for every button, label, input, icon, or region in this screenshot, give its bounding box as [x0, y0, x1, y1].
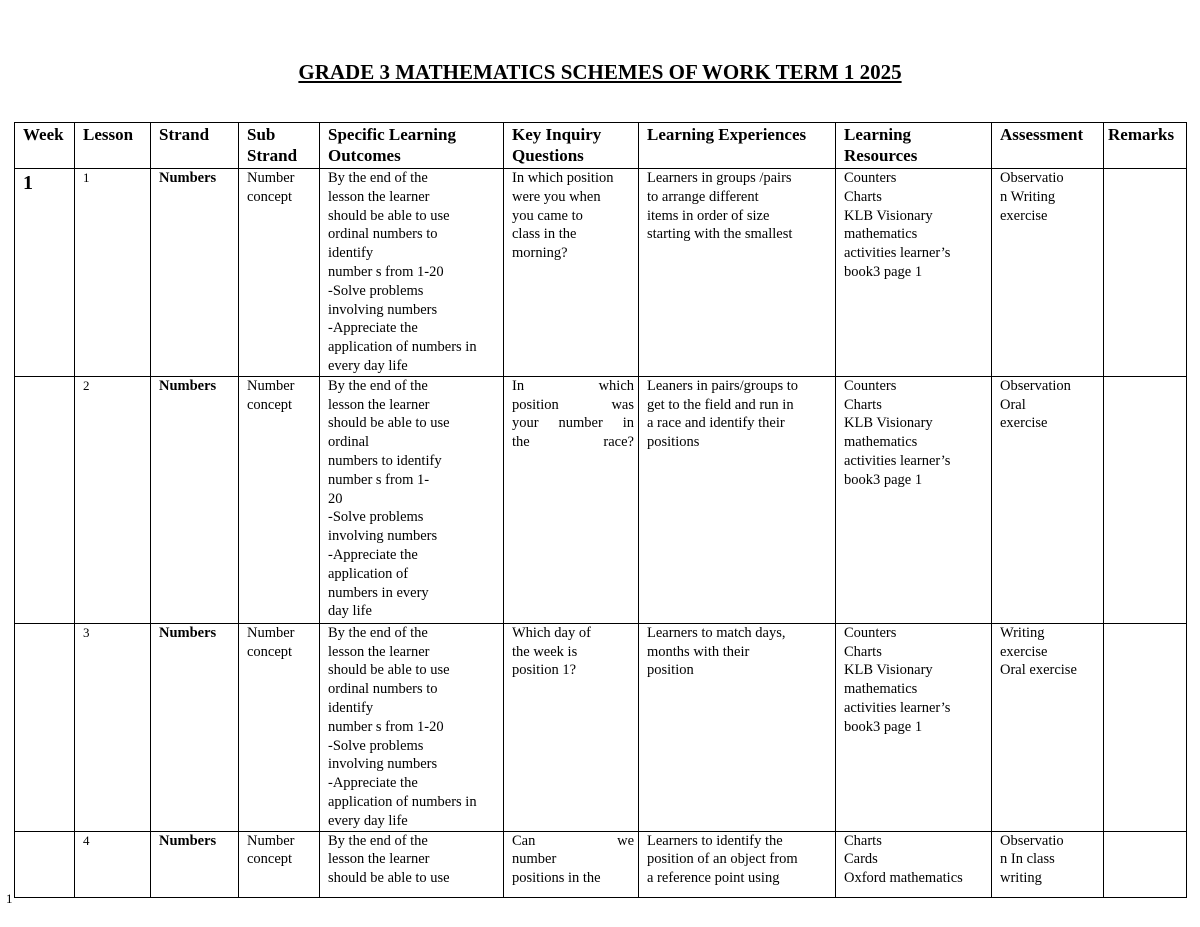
cell-outcomes-line: application of numbers in [328, 339, 477, 356]
header-remarks: Remarks [1104, 123, 1187, 169]
cell-week [15, 169, 75, 377]
cell-assessment-line: Writing [1000, 624, 1045, 641]
cell-outcomes-line: lesson the learner [328, 851, 430, 868]
header-week: Week [15, 123, 75, 169]
cell-week [15, 831, 75, 897]
cell-resources [836, 831, 992, 897]
cell-outcomes-line: By the end of the [328, 377, 428, 394]
cell-experiences-line: a race and identify their [647, 415, 785, 432]
cell-assessment-line: Observatio [1000, 170, 1064, 186]
cell-sub-strand-line: concept [247, 188, 293, 205]
header-learning-resources: Learning Resources [836, 123, 992, 169]
cell-remarks [1104, 376, 1187, 623]
scheme-of-work-table [14, 122, 1187, 898]
cell-outcomes-line: should be able to use [328, 662, 450, 679]
cell-questions [504, 831, 639, 897]
cell-sub-strand-line: Number [247, 170, 295, 186]
cell-resources-line: activities learner’s [844, 245, 951, 262]
cell-outcomes-line: By the end of the [328, 832, 428, 849]
cell-sub-strand [239, 623, 320, 831]
cell-resources-line: activities learner’s [844, 452, 951, 469]
cell-week [15, 376, 75, 623]
cell-resources-line: activities learner’s [844, 699, 951, 716]
cell-week-text [23, 624, 70, 626]
cell-resources-line: Counters [844, 624, 897, 641]
cell-experiences-line: get to the field and run in [647, 396, 794, 413]
cell-resources-line: Counters [844, 377, 897, 394]
page-title: GRADE 3 MATHEMATICS SCHEMES OF WORK TERM 1 2025 [298, 60, 902, 84]
cell-resources-line: mathematics [844, 434, 918, 451]
cell-lesson [75, 623, 151, 831]
cell-lesson [75, 169, 151, 377]
cell-questions-line: were you when [512, 188, 601, 205]
cell-questions [504, 623, 639, 831]
cell-week-text [23, 832, 70, 834]
table-row [15, 831, 1187, 897]
cell-questions-line: positions in the [512, 870, 601, 887]
cell-strand [151, 831, 239, 897]
cell-resources-line: book3 page 1 [844, 471, 923, 488]
cell-experiences [639, 623, 836, 831]
cell-strand-text: Numbers [159, 832, 217, 849]
cell-resources-line: Charts [844, 188, 882, 205]
cell-assessment-line: Oral exercise [1000, 662, 1077, 679]
cell-questions-line: the race? [512, 434, 634, 451]
cell-strand [151, 376, 239, 623]
cell-experiences-line: a reference point using [647, 870, 780, 887]
cell-experiences-line: positions [647, 434, 700, 451]
cell-experiences-line: months with their [647, 643, 750, 660]
cell-assessment [992, 376, 1104, 623]
cell-assessment-line: exercise [1000, 415, 1048, 432]
cell-resources-line: Cards [844, 851, 878, 868]
cell-outcomes-line: lesson the learner [328, 188, 430, 205]
cell-resources [836, 623, 992, 831]
cell-sub-strand [239, 169, 320, 377]
cell-questions-line: position 1? [512, 662, 577, 679]
cell-strand-text: Numbers [159, 624, 217, 641]
cell-outcomes-line: -Solve problems [328, 282, 424, 299]
cell-experiences-line: Learners to match days, [647, 624, 786, 641]
cell-strand-text: Numbers [159, 170, 217, 186]
cell-remarks [1104, 831, 1187, 897]
cell-experiences-line: Learners to identify the [647, 832, 783, 849]
cell-lesson-text: 3 [83, 624, 90, 640]
cell-experiences-line: position [647, 662, 694, 679]
cell-resources-line: book3 page 1 [844, 263, 923, 280]
cell-questions [504, 169, 639, 377]
cell-sub-strand-line: concept [247, 851, 293, 868]
cell-questions [504, 376, 639, 623]
cell-outcomes-line: numbers in every [328, 584, 429, 601]
cell-experiences [639, 169, 836, 377]
cell-outcomes-line: -Solve problems [328, 737, 424, 754]
cell-assessment-line: n In class [1000, 851, 1055, 868]
cell-outcomes-line: numbers to identify [328, 452, 442, 469]
table-row [15, 623, 1187, 831]
cell-outcomes-line: lesson the learner [328, 643, 430, 660]
cell-experiences-line: to arrange different [647, 188, 759, 205]
cell-remarks [1104, 169, 1187, 377]
cell-assessment-line: writing [1000, 870, 1042, 887]
cell-week-text [23, 377, 70, 379]
cell-outcomes-line: application of [328, 565, 409, 582]
cell-questions-line: your number in [512, 415, 634, 432]
cell-remarks [1104, 623, 1187, 831]
cell-resources-line: Charts [844, 643, 882, 660]
cell-outcomes-line: ordinal numbers to [328, 681, 438, 698]
cell-outcomes-line: ordinal [328, 434, 370, 451]
cell-resources [836, 376, 992, 623]
cell-outcomes-line: identify [328, 699, 374, 716]
cell-outcomes [320, 831, 504, 897]
cell-outcomes-line: should be able to use [328, 415, 450, 432]
cell-outcomes-line: number s from 1-20 [328, 263, 444, 280]
cell-outcomes-line: day life [328, 603, 372, 620]
cell-outcomes-line: ordinal numbers to [328, 226, 438, 243]
cell-questions-line: position was [512, 396, 634, 413]
cell-outcomes-line: identify [328, 245, 374, 262]
cell-sub-strand-line: concept [247, 643, 293, 660]
cell-strand-text: Numbers [159, 377, 217, 394]
cell-assessment-line: n Writing [1000, 188, 1056, 205]
cell-experiences-line: position of an object from [647, 851, 798, 868]
cell-resources-line: Charts [844, 396, 882, 413]
header-sub-strand: Sub Strand [239, 123, 320, 169]
header-lesson: Lesson [75, 123, 151, 169]
cell-lesson [75, 831, 151, 897]
cell-outcomes-line: every day life [328, 357, 408, 374]
cell-resources-line: KLB Visionary [844, 207, 933, 224]
cell-outcomes-line: every day life [328, 812, 408, 829]
cell-week-text: 1 [23, 172, 33, 194]
cell-questions-line: Which day of [512, 624, 591, 641]
cell-assessment [992, 831, 1104, 897]
cell-experiences [639, 831, 836, 897]
cell-outcomes-line: involving numbers [328, 528, 438, 545]
cell-lesson-text: 2 [83, 377, 90, 393]
cell-sub-strand [239, 376, 320, 623]
cell-outcomes-line: lesson the learner [328, 396, 430, 413]
cell-outcomes-line: application of numbers in [328, 793, 477, 810]
header-specific-learning-outcomes: Specific Learning Outcomes [320, 123, 504, 169]
cell-questions-line: In which position [512, 170, 614, 186]
cell-outcomes-line: should be able to use [328, 207, 450, 224]
cell-assessment-line: Observatio [1000, 832, 1064, 849]
cell-resources [836, 169, 992, 377]
page-number: 1 [6, 891, 13, 906]
cell-lesson [75, 376, 151, 623]
cell-sub-strand-line: Number [247, 377, 295, 394]
cell-experiences-line: Leaners in pairs/groups to [647, 377, 799, 394]
header-key-inquiry-questions: Key Inquiry Questions [504, 123, 639, 169]
header-learning-experiences: Learning Experiences [639, 123, 836, 169]
table-row [15, 169, 1187, 377]
cell-outcomes [320, 169, 504, 377]
cell-sub-strand-line: concept [247, 396, 293, 413]
cell-resources-line: mathematics [844, 226, 918, 243]
cell-experiences-line: starting with the smallest [647, 226, 793, 243]
table-row [15, 376, 1187, 623]
cell-outcomes-line: -Appreciate the [328, 320, 418, 337]
cell-assessment-line: exercise [1000, 643, 1048, 660]
cell-experiences-line: items in order of size [647, 207, 770, 224]
cell-outcomes-line: should be able to use [328, 870, 450, 887]
cell-week [15, 623, 75, 831]
cell-resources-line: Counters [844, 170, 897, 186]
cell-assessment [992, 623, 1104, 831]
cell-resources-line: Charts [844, 832, 882, 849]
cell-resources-line: Oxford mathematics [844, 870, 963, 887]
cell-resources-line: KLB Visionary [844, 662, 933, 679]
cell-assessment-line: Oral [1000, 396, 1026, 413]
cell-strand [151, 169, 239, 377]
cell-outcomes-line: number s from 1-20 [328, 718, 444, 735]
cell-lesson-text: 4 [83, 832, 90, 848]
cell-outcomes-line: 20 [328, 490, 343, 507]
header-strand: Strand [151, 123, 239, 169]
cell-resources-line: mathematics [844, 681, 918, 698]
cell-outcomes-line: involving numbers [328, 301, 438, 318]
cell-questions-line: class in the [512, 226, 577, 243]
cell-experiences-line: Learners in groups /pairs [647, 170, 792, 186]
cell-questions-line: morning? [512, 245, 568, 262]
cell-resources-line: book3 page 1 [844, 718, 923, 735]
header-assessment: Assessment [992, 123, 1104, 169]
cell-sub-strand-line: Number [247, 832, 295, 849]
cell-outcomes-line: number s from 1- [328, 471, 430, 488]
cell-assessment [992, 169, 1104, 377]
cell-outcomes-line: By the end of the [328, 170, 428, 186]
cell-experiences [639, 376, 836, 623]
cell-assessment-line: Observation [1000, 377, 1071, 394]
cell-sub-strand [239, 831, 320, 897]
cell-strand [151, 623, 239, 831]
cell-outcomes-line: -Solve problems [328, 509, 424, 526]
cell-questions-line: you came to [512, 207, 583, 224]
cell-questions-line: Can we [512, 832, 634, 849]
cell-outcomes-line: -Appreciate the [328, 775, 418, 792]
cell-questions-line: In which [512, 377, 634, 394]
cell-outcomes-line: involving numbers [328, 756, 438, 773]
cell-outcomes [320, 376, 504, 623]
cell-sub-strand-line: Number [247, 624, 295, 641]
cell-outcomes-line: By the end of the [328, 624, 428, 641]
cell-resources-line: KLB Visionary [844, 415, 933, 432]
table-header-row [15, 123, 1187, 169]
cell-lesson-text: 1 [83, 170, 90, 185]
cell-outcomes [320, 623, 504, 831]
cell-questions-line: number [512, 851, 557, 868]
cell-questions-line: the week is [512, 643, 578, 660]
cell-outcomes-line: -Appreciate the [328, 546, 418, 563]
cell-assessment-line: exercise [1000, 207, 1048, 224]
